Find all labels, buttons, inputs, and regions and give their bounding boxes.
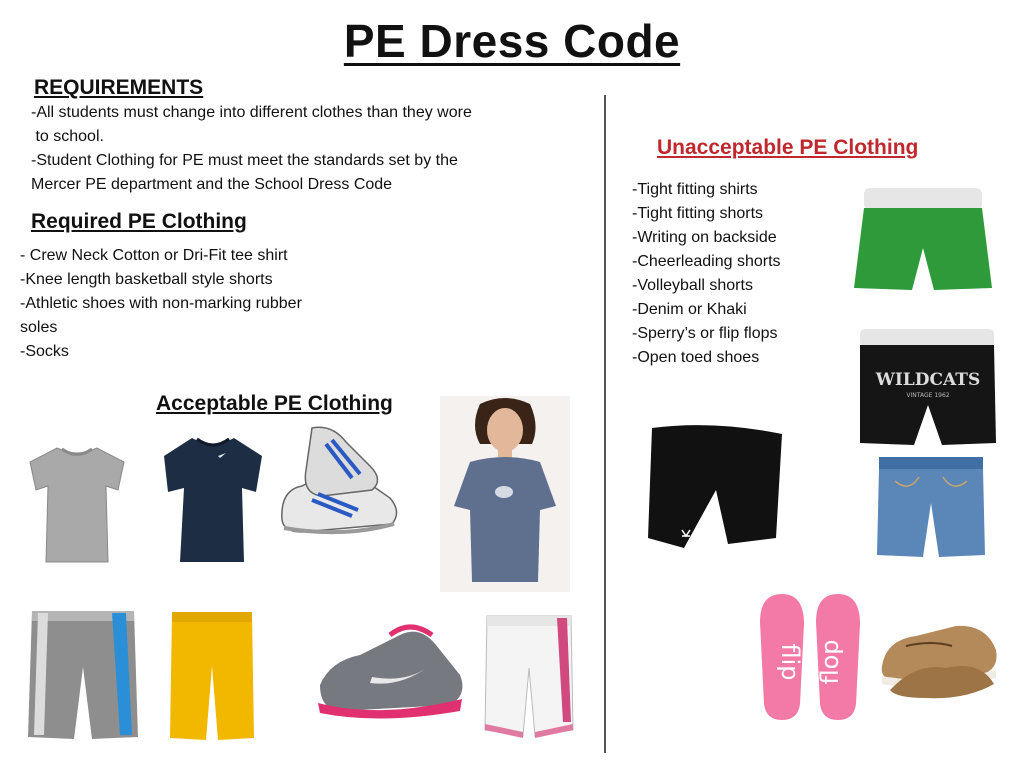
flop-print: flop (816, 639, 844, 685)
vintage-print: VINTAGE 1962 (906, 392, 950, 399)
denim-shorts-image (875, 455, 987, 559)
grey-tee-shirt-image (22, 440, 132, 570)
list-item: - Crew Neck Cotton or Dri-Fit tee shirt (20, 247, 288, 264)
yellow-basketball-shorts-image (168, 608, 256, 744)
black-spandex-shorts-image (644, 420, 786, 552)
grey-basketball-shorts-image (26, 607, 140, 743)
list-item: -Writing on backside (632, 229, 777, 246)
list-item: -Tight fitting shorts (632, 205, 764, 222)
required-heading: Required PE Clothing (31, 210, 247, 233)
requirements-text (31, 101, 561, 197)
list-item: -Tight fitting shirts (632, 181, 758, 198)
acceptable-heading: Acceptable PE Clothing (156, 392, 393, 415)
list-item: -Athletic shoes with non-marking rubber soles (20, 295, 302, 336)
requirement-line: -All students must change into different clothes than they wore to school. (31, 104, 472, 145)
black-wildcats-shorts-image (858, 327, 998, 449)
green-cheer-shorts-image (850, 186, 996, 294)
pink-flip-flops-image (752, 592, 868, 722)
column-divider (604, 95, 606, 753)
list-item: -Open toed shoes (632, 349, 760, 366)
white-running-shoes-image (272, 420, 412, 560)
navy-dri-fit-shirt-image (158, 432, 268, 568)
requirement-line: -Student Clothing for PE must meet the standards set by the Mercer PE department and the School Dress Code (31, 152, 458, 193)
list-item: -Knee length basketball style shorts (20, 271, 273, 288)
list-item: -Sperry’s or flip flops (632, 325, 778, 342)
flip-print: flip (776, 643, 804, 681)
page-title: PE Dress Code (343, 15, 681, 67)
list-item: -Denim or Khaki (632, 301, 747, 318)
grey-pink-sneaker-image (310, 615, 470, 725)
woman-in-tee-image (440, 396, 570, 592)
required-list (20, 244, 305, 364)
requirements-heading: REQUIREMENTS (34, 76, 204, 99)
unacceptable-heading: Unacceptable PE Clothing (657, 136, 919, 159)
list-item: -Cheerleading shorts (632, 253, 781, 270)
list-item: -Volleyball shorts (632, 277, 753, 294)
white-basketball-shorts-image (483, 612, 575, 742)
list-item: -Socks (20, 343, 69, 360)
boat-shoes-image (876, 610, 1002, 702)
wildcats-print: WILDCATS (875, 370, 981, 390)
unacceptable-list (632, 178, 842, 370)
